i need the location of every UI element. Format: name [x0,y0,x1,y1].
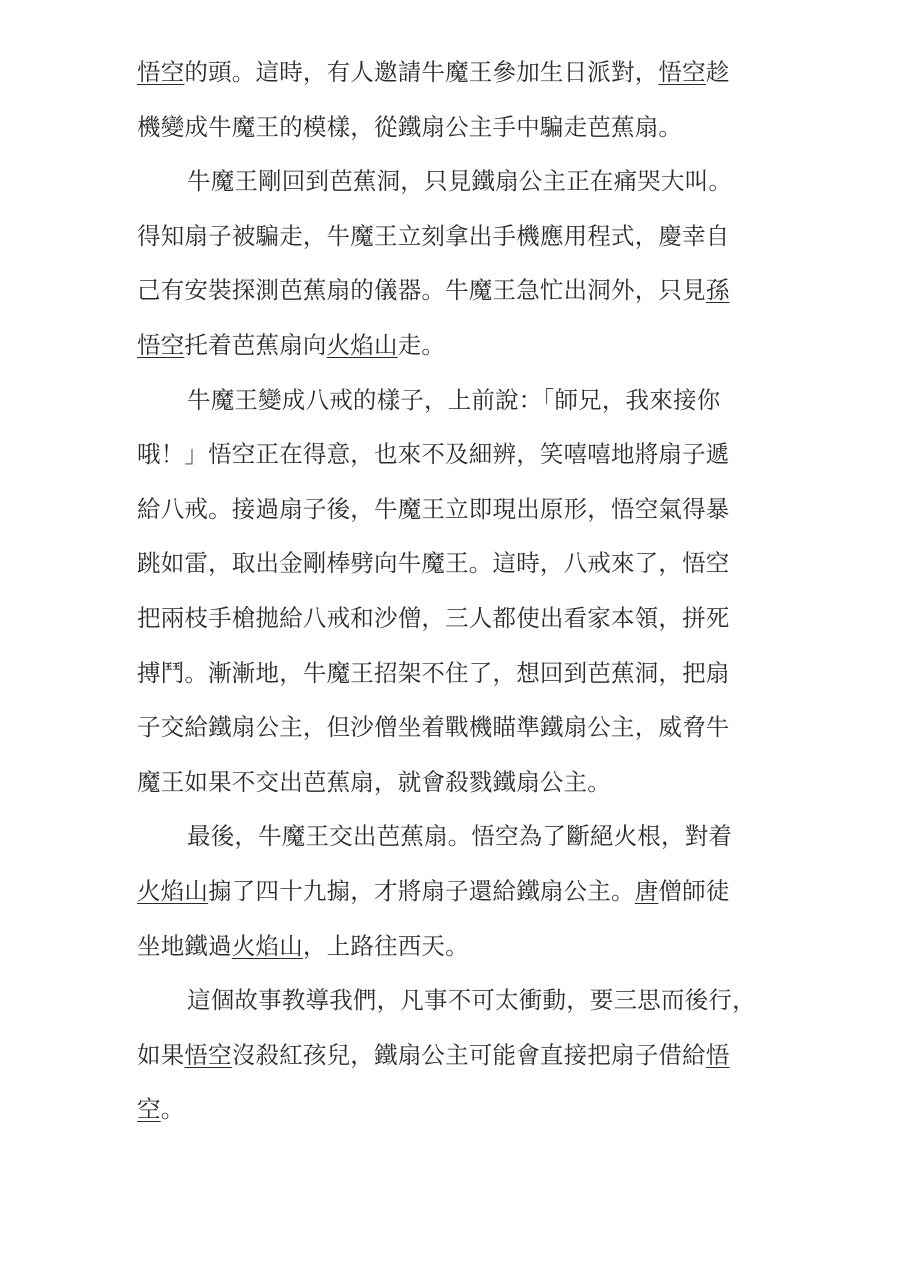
text-segment: 坐地鐵過 [137,931,232,960]
text-segment: 給八戒。接過扇子後，牛魔王立即現出原形，悟空氣得暴 [137,494,730,523]
underlined-proper-noun: 火焰山 [231,931,303,960]
text-segment: 魔王如果不交出芭蕉扇，就會殺戮鐵扇公主。 [137,767,611,796]
text-segment: 搧了四十九搧，才將扇子還給鐵扇公主。 [208,877,635,905]
text-segment: 。 [160,1095,185,1124]
text-segment: 搏鬥。漸漸地，牛魔王招架不住了，想回到芭蕉洞，把扇 [137,658,730,687]
text-line [137,439,730,469]
text-segment: 哦！」悟空正在得意，也來不及細辨，笑嘻嘻地將扇子遞 [137,440,730,469]
text-segment: 得知扇子被騙走，牛魔王立刻拿出手機應用程式，慶幸自 [137,221,730,250]
underlined-proper-noun: 唐 [634,877,659,905]
text-line [137,330,445,360]
text-line [137,548,730,578]
text-line [187,166,732,196]
underlined-proper-noun: 悟空 [137,331,185,359]
text-line [137,603,730,633]
text-segment: 趁 [705,58,730,86]
text-line [187,985,756,1015]
text-segment: 如果 [137,1040,185,1069]
text-line [137,712,730,742]
underlined-proper-noun: 火焰山 [326,331,398,359]
text-line [187,821,732,851]
text-segment: 機變成牛魔王的模樣，從鐵扇公主手中騙走芭蕉扇。 [137,112,683,141]
text-segment: 這個故事教導我們，凡事不可太衝動，要三思而後行， [187,986,756,1015]
underlined-proper-noun: 空 [137,1095,161,1124]
text-line [187,385,720,415]
text-line [137,931,469,961]
text-segment: 跳如雷，取出金剛棒劈向牛魔王。這時，八戒來了，悟空 [137,549,730,578]
underlined-proper-noun: 悟空 [184,1040,232,1069]
text-line [137,1094,184,1124]
underlined-proper-noun: 悟空 [658,58,706,86]
text-segment: 己有安裝探測芭蕉扇的儀器。牛魔王急忙出洞外，只見 [137,276,706,305]
text-line [137,767,611,797]
text-line [137,221,730,251]
underlined-proper-noun: 悟 [705,1040,730,1069]
text-line [137,658,730,688]
text-segment: 把兩枝手槍拋給八戒和沙僧，三人都使出看家本領，拼死 [137,604,730,632]
text-segment: ，上路往西天。 [302,931,469,960]
text-segment: 最後，牛魔王交出芭蕉扇。悟空為了斷絕火根，對着 [187,822,733,851]
text-line [137,876,730,906]
text-line [137,57,730,87]
text-segment: 沒殺紅孩兒，鐵扇公主可能會直接把扇子借給 [231,1040,706,1069]
text-line [137,275,730,305]
underlined-proper-noun: 火焰山 [137,877,209,905]
text-line [137,112,682,142]
text-line [137,1040,730,1070]
text-segment: 托着芭蕉扇向 [184,331,327,359]
text-segment: 子交給鐵扇公主，但沙僧坐着戰機瞄準鐵扇公主，威脅牛 [137,713,730,742]
text-segment: 走。 [397,331,446,359]
text-segment: 牛魔王剛回到芭蕉洞，只見鐵扇公主正在痛哭大叫。 [187,167,733,196]
text-line [137,494,730,524]
text-segment: 牛魔王變成八戒的樣子，上前說：「師兄，我來接你 [187,385,721,414]
text-segment: 的頭。這時，有人邀請牛魔王參加生日派對， [184,58,659,86]
text-segment: 僧師徒 [658,877,730,905]
underlined-proper-noun: 孫 [705,276,730,305]
underlined-proper-noun: 悟空 [137,58,185,86]
